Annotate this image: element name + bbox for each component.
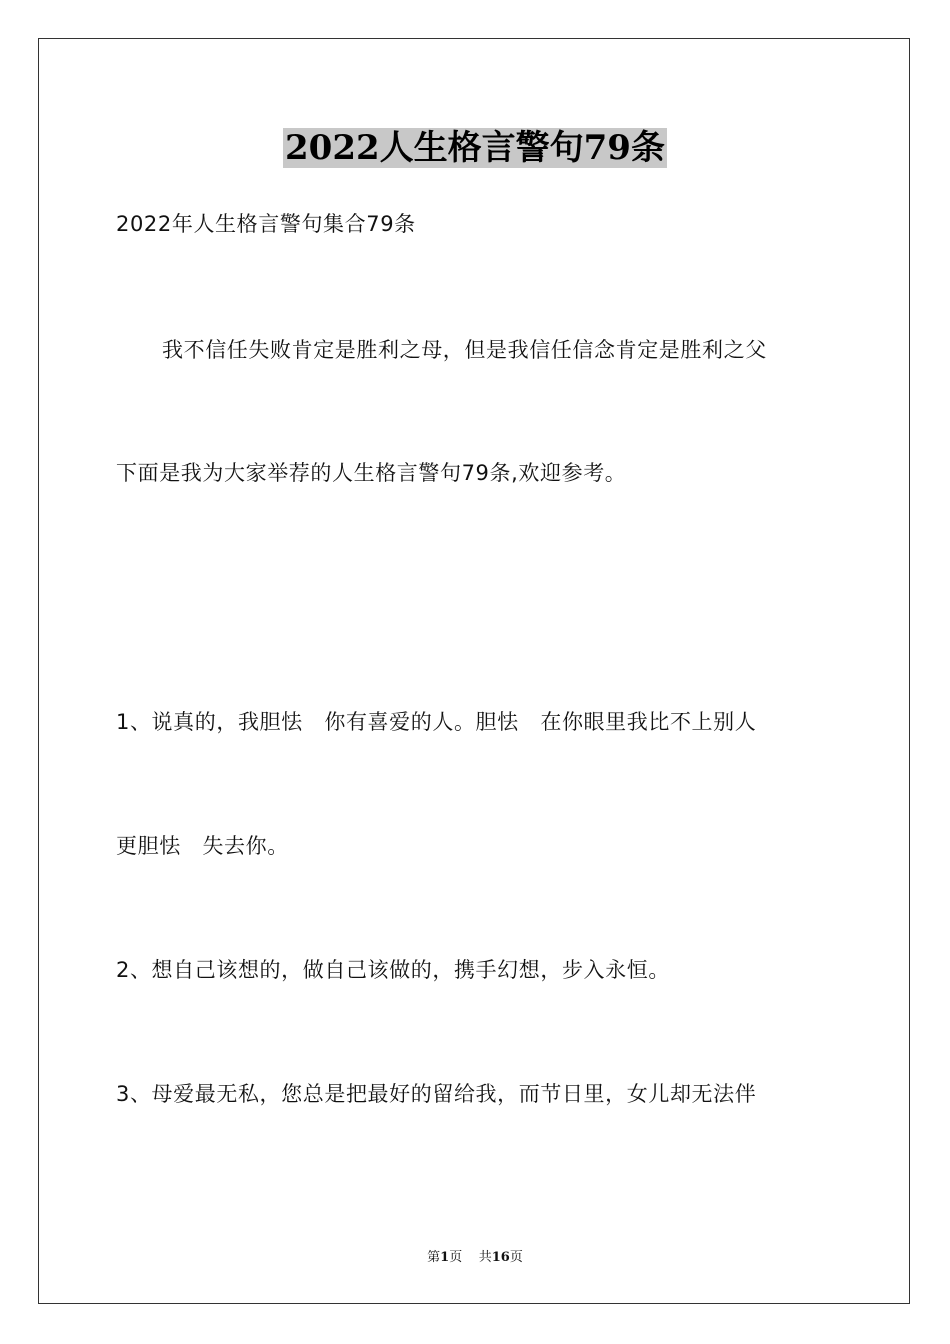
footer-total-prefix: 共 [478,1250,492,1265]
footer-page-suffix: 页 [449,1250,463,1265]
page-title [0,124,950,172]
item-1-line-1: 1、说真的，我胆怯 你有喜爱的人。胆怯 在你眼里我比不上别人 [116,710,757,734]
subtitle-line: 2022年人生格言警句集合79条 [116,212,416,236]
intro-line: 我不信任失败肯定是胜利之母，但是我信任信念肯定是胜利之父 [162,338,767,362]
page-footer [0,1246,950,1265]
item-1-line-2: 更胆怯 失去你。 [116,834,289,858]
footer-total-pages: 16 [491,1250,510,1265]
footer-total-suffix: 页 [509,1250,523,1265]
item-2-line: 2、想自己该想的，做自己该做的，携手幻想，步入永恒。 [116,958,670,982]
item-3-line-1: 3、母爱最无私，您总是把最好的留给我，而节日里，女儿却无法伴 [116,1082,757,1106]
footer-page-prefix: 第 [427,1250,441,1265]
page-title-text: 2022人生格言警句79条 [285,128,665,168]
footer-page-number: 1 [440,1250,450,1265]
intro-line-2: 下面是我为大家举荐的人生格言警句79条,欢迎参考。 [116,461,627,485]
